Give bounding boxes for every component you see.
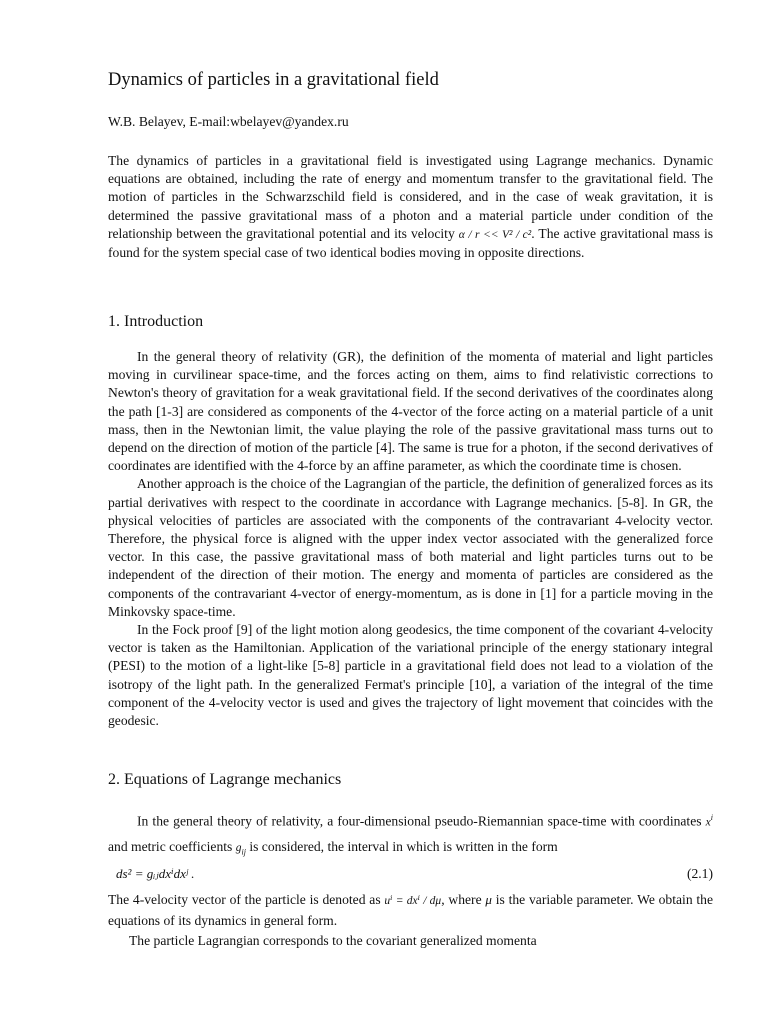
introduction-body — [108, 348, 713, 730]
abstract-math: α / r << V² / c² — [458, 228, 532, 241]
abstract-text-1: The dynamics of particles in a gravitational field is investigated using Lagrange mechanics. Dynamic equations are obtained, including the rate of energy and momentum transfer to the gravitational field. The motion of particles in the Schwarzschild field is considered, and in the case of weak gravitation, it is determined the passive gravitational mass of a photon and a material particle under condition of the relationship between the gravitational potential and its velocity — [108, 153, 713, 241]
equations-paragraph-1: In the general theory of relativity, a four-dimensional pseudo-Riemannian space-time with coordinates $x^i$ and metric coefficients $g_{ij}$ is considered, the interval in which is written in the form — [108, 813, 713, 857]
coordinate-symbol: x — [705, 816, 711, 829]
author-line: W.B. Belayev, E-mail:wbelayev@yandex.ru — [108, 114, 349, 129]
equation-2-1-body: ds² = gᵢⱼdxⁱdxʲ . — [116, 866, 195, 881]
equation-2-1 — [116, 866, 713, 882]
metric-symbol: g — [235, 841, 242, 854]
parameter-symbol: μ — [485, 892, 492, 907]
section-1-heading: 1. Introduction — [108, 313, 204, 330]
intro-paragraph-1: In the general theory of relativity (GR), the definition of the momenta of material and light particles moving in curvilinear space-time, and the forces acting on them, aims to find relativistic corrections to Newton's theory of gravitation for a weak gravitational field. If the second derivatives of the coordinates along the path [1-3] are considered as components of the 4-vector of the force acting on a material particle of a unit mass, then in the Newtonian limit, the value playing the role of the passive gravitational mass turns out to depend on the direction of motion of the particle [4]. The same is true for a photon, if the second derivatives of coordinates are identified with the 4-force by an affine parameter, as which the coordinate time is chosen. — [108, 349, 713, 474]
intro-paragraph-2: Another approach is the choice of the Lagrangian of the particle, the definition of generalized forces as its partial derivatives with respect to the coordinate in accordance with Lagrange mechanics. [5-8]. In GR, the physical velocities of particles are associated with the components of the contravariant 4-velocity vector. Therefore, the physical force is aligned with the upper index vector associated with the generalized force vector. In this case, the passive gravitational mass of both material and light particles turns out to be independent of the direction of their motion. The energy and momenta of particles are considered as the components of the contravariant 4-vector of energy-momentum, as is done in [1] for a particle moving in the Minkovsky space-time. — [108, 476, 713, 619]
abstract — [108, 152, 713, 262]
section-2-heading: 2. Equations of Lagrange mechanics — [108, 771, 342, 788]
intro-paragraph-3: In the Fock proof [9] of the light motion along geodesics, the time component of the covariant 4-velocity vector is taken as the Hamiltonian. Application of the variational principle of the energy stationary integral (PESI) to the motion of a light-like [5-8] particle in a gravitational field does not lead to a violation of the isotropy of the light path. In the generalized Fermat's principle [10], a variation of the integral of the time component of the 4-velocity vector is used and gives the trajectory of light movement that coincides with the geodesic. — [108, 622, 713, 729]
abstract-text-2: . The active gravitational mass is found for the system special case of two identical bodies moving in opposite directions. — [108, 225, 714, 261]
paper-title: Dynamics of particles in a gravitational field — [108, 70, 439, 90]
equations-paragraph-2: The 4-velocity vector of the particle is denoted as uⁱ = dxⁱ / dμ, where μ is the variable parameter. We obtain the equations of its dynamics in general form. The particle Lagrangian corresponds to the covariant generalized momenta — [108, 890, 713, 951]
equation-2-1-number: (2.1) — [686, 866, 713, 881]
velocity-math: uⁱ = dxⁱ / dμ — [384, 895, 442, 907]
equations-paragraph-3: The particle Lagrangian corresponds to the covariant generalized momenta — [129, 933, 537, 948]
